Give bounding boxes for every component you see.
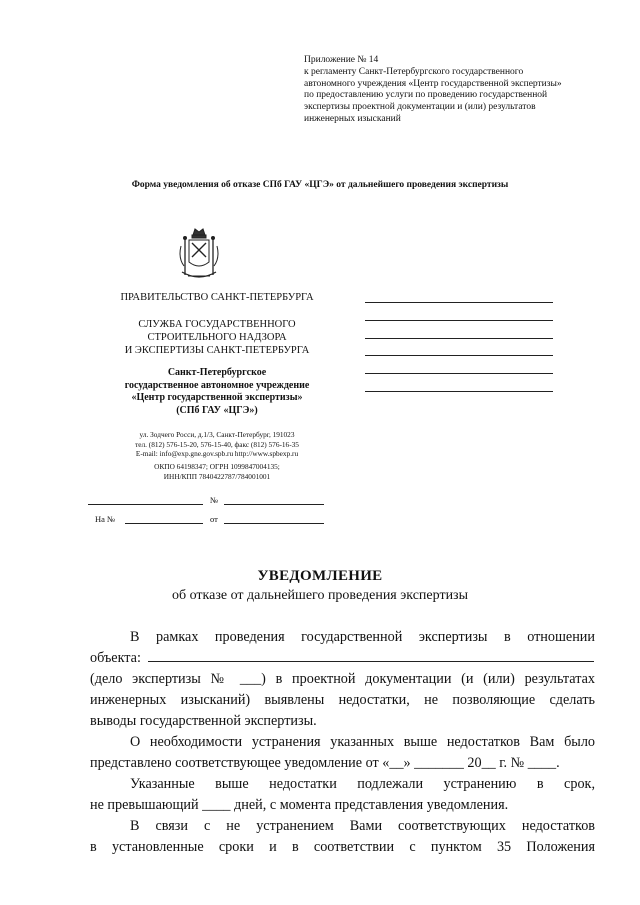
org-line: государственное автономное учреждение [124,379,310,391]
contact-line: E-mail: info@exp.gne.gov.spb.ru http://www.spbexp.ru [135,449,299,458]
appendix-line: автономного учреждения «Центр государственной экспертизы» [304,78,562,89]
reference-date-line [224,523,324,524]
body-line: О необходимости устранения указанных выше недостатков Вам было [130,734,595,750]
addressee-line [365,302,553,303]
service-line: СТРОИТЕЛЬНОГО НАДЗОРА [147,332,287,343]
notice-title: УВЕДОМЛЕНИЕ [257,568,383,584]
outgoing-number-label: № [210,495,219,505]
contact-line: тел. (812) 576-15-20, 576-15-40, факс (812) 576-16-35 [135,439,299,449]
outgoing-number-line [224,504,324,505]
body-line: Указанные выше недостатки подлежали устранению в срок, [130,776,595,792]
object-label: объекта: [90,650,141,666]
organization-name [92,367,342,417]
code-line: ИНН/КПП 7840422787/784001001 [163,471,271,481]
contact-info [92,430,342,459]
appendix-line: экспертизы проектной документации и (или) результатов [304,102,536,113]
reference-from-label: от [210,514,218,524]
code-line: ОКПО 64198347; ОГРН 1099847004135; [154,462,280,471]
contact-line: ул. Зодчего Росси, д.1/3, Санкт-Петербург, 191023 [139,430,295,439]
org-line: Санкт-Петербургское [167,367,267,378]
appendix-note [304,55,604,126]
object-blank-line [148,649,594,662]
addressee-line [365,355,553,356]
coat-of-arms-icon [176,226,222,284]
body-line: представлено соответствующее уведомление от «__» _______ 20__ г. № ____. [90,755,560,771]
addressee-line [365,320,553,321]
addressee-line [365,373,553,374]
org-line: (СПб ГАУ «ЦГЭ») [176,404,258,416]
body-paragraph [90,627,595,858]
notice-subtitle: об отказе от дальнейшего проведения экспертизы [171,588,468,603]
form-title: Форма уведомления об отказе СПб ГАУ «ЦГЭ» от дальнейшего проведения экспертизы [131,180,509,190]
government-name: ПРАВИТЕЛЬСТВО САНКТ-ПЕТЕРБУРГА [120,292,314,303]
org-line: «Центр государственной экспертизы» [131,392,303,403]
reference-label: На № [95,514,116,524]
appendix-line: по предоставлению услуги по проведению государственной [304,90,548,101]
appendix-line: Приложение № 14 [304,55,379,65]
appendix-line: к регламенту Санкт-Петербургского государственного [304,66,524,77]
body-line: (дело экспертизы № ___) в проектной документации (и (или) результатах [90,671,595,687]
object-line [90,648,595,669]
body-line: в установленные сроки и в соответствии с пунктом 35 Положения [90,839,595,855]
body-line: В связи с не устранением Вами соответствующих недостатков [130,818,595,834]
service-line: СЛУЖБА ГОСУДАРСТВЕННОГО [138,319,296,330]
body-line: выводы государственной экспертизы. [90,713,317,729]
body-line: инженерных изысканий) выявлены недостатки, не позволяющие сделать [90,692,595,708]
body-line: В рамках проведения государственной экспертизы в отношении [130,629,595,645]
reference-number-line [125,523,203,524]
service-line: И ЭКСПЕРТИЗЫ САНКТ-ПЕТЕРБУРГА [124,345,310,356]
registration-codes [92,462,342,481]
service-name [92,318,342,357]
addressee-line [365,391,553,392]
outgoing-date-line [88,504,203,505]
addressee-line [365,338,553,339]
appendix-line: инженерных изысканий [304,113,401,124]
body-line: не превышающий ____ дней, с момента представления уведомления. [90,797,509,813]
